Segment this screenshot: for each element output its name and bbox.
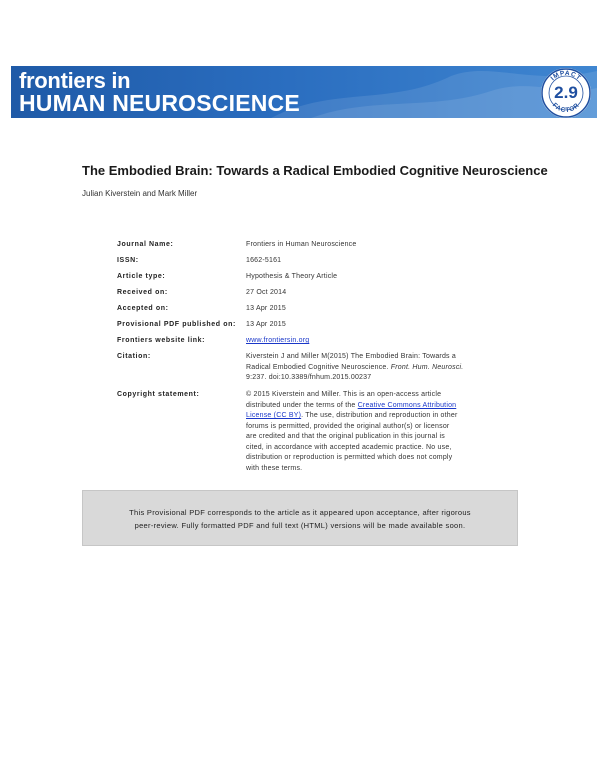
copyright-line: are credited and that the original publication in this journal is [246,433,446,440]
article-type-value: Hypothesis & Theory Article [246,273,338,280]
notice-line: peer-review. Fully formatted PDF and full text (HTML) versions will be made available soon. [134,521,466,530]
journal-name-label: Journal Name: [117,241,174,248]
issn-label: ISSN: [117,257,139,264]
citation-title-part: Radical Embodied Cognitive Neuroscience. [246,363,391,371]
article-authors: Julian Kiverstein and Mark Miller [82,189,198,198]
license-link[interactable]: Creative Commons Attribution [357,401,457,409]
accepted-on-value: 13 Apr 2015 [246,305,286,312]
received-on-label: Received on: [117,289,168,296]
citation-line: Kiverstein J and Miller M(2015) The Embodied Brain: Towards a [246,353,456,360]
copyright-line: cited, in accordance with accepted academic practice. No use, [246,443,452,451]
issn-value: 1662-5161 [246,257,282,264]
journal-banner [11,66,597,118]
license-link[interactable]: License (CC BY) [246,412,302,419]
copyright-line: forums is permitted, provided the original author(s) or licensor [246,422,450,430]
article-title: The Embodied Brain: Towards a Radical Embodied Cognitive Neuroscience [82,163,548,178]
copyright-label: Copyright statement: [117,391,200,398]
website-label: Frontiers website link: [117,337,206,344]
received-on-value: 27 Oct 2014 [246,289,287,296]
journal-name-value: Frontiers in Human Neuroscience [246,241,357,248]
badge-bottom-label: FACTOR [550,101,582,115]
provisional-pdf-value: 13 Apr 2015 [246,321,286,328]
notice-line: This Provisional PDF corresponds to the article as it appeared upon acceptance, after rigorous [129,508,471,517]
copyright-line: © 2015 Kiverstein and Miller. This is an open-access article [246,391,442,398]
copyright-line [246,401,491,412]
brand-name-journal: HUMAN NEUROSCIENCE [19,90,300,116]
provisional-notice-box [82,490,518,546]
copyright-line: with these terms. [246,464,303,472]
copyright-text-part: distributed under the terms of the [246,401,358,409]
citation-journal-abbrev: Front. Hum. Neurosci. [390,363,464,371]
citation-text [246,352,491,384]
brand-name-frontiers: frontiers in [19,68,131,93]
website-link[interactable]: www.frontiersin.org [246,337,310,344]
badge-top-label: IMPACT [549,69,583,83]
copyright-text-part: . The use, distribution and reproduction in other [301,412,458,419]
provisional-pdf-label: Provisional PDF published on: [117,321,236,328]
copyright-text [246,390,491,474]
citation-line: 9:237. doi:10.3389/fnhum.2015.00237 [246,374,372,381]
accepted-on-label: Accepted on: [117,305,169,312]
impact-factor-value: 2.9 [554,83,578,102]
copyright-line: distribution or reproduction is permitted which does not comply [246,454,453,461]
citation-label: Citation: [117,353,151,360]
citation-line [246,363,491,374]
article-type-label: Article type: [117,273,166,280]
provisional-notice-text [93,506,507,532]
copyright-line [246,411,491,422]
